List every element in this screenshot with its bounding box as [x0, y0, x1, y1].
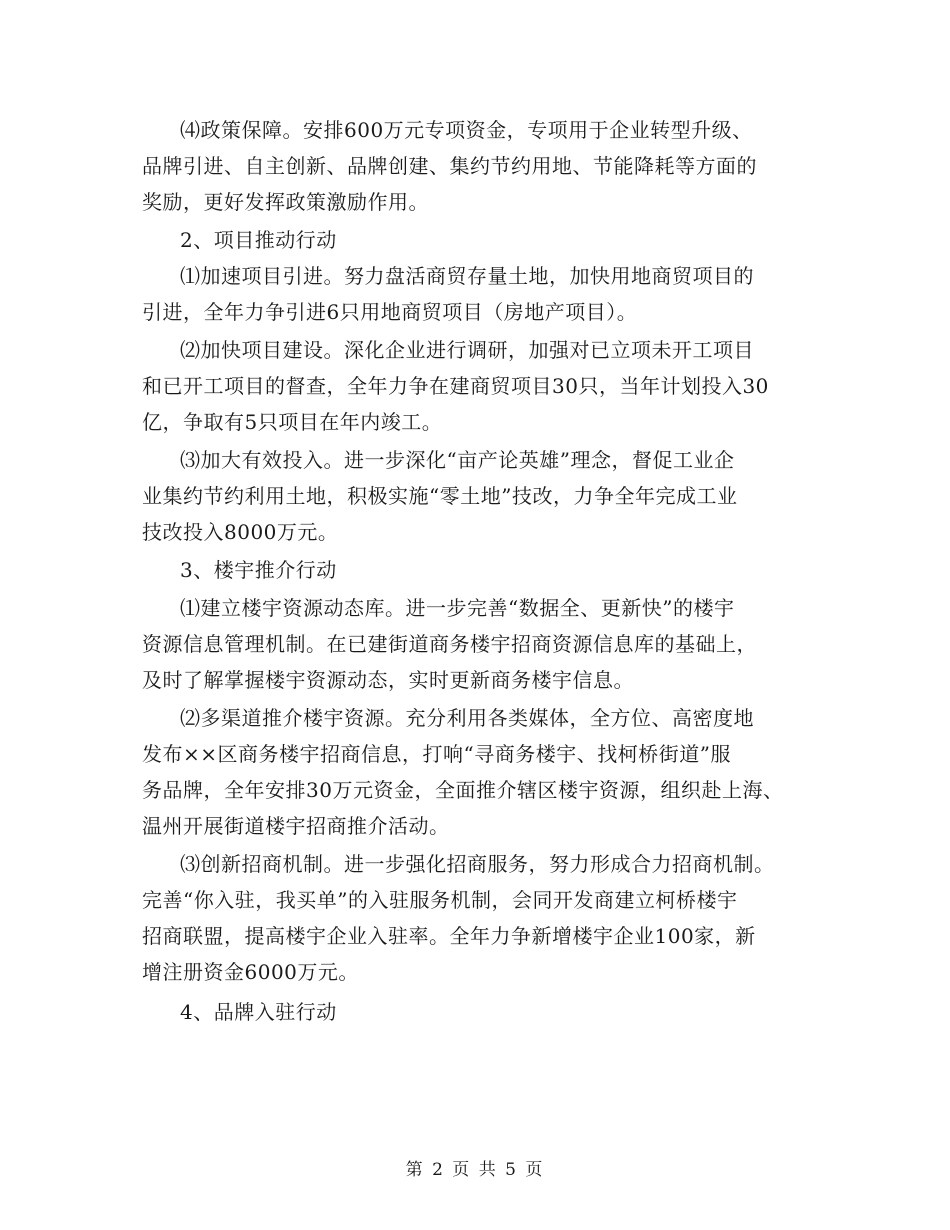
item-1-line-2: 引进，全年力争引进6只用地商贸项目（房地产项目）。 — [142, 300, 638, 324]
paragraph-4-policy-line-2: 品牌引进、自主创新、品牌创建、集约节约用地、节能降耗等方面的 — [142, 154, 757, 178]
item-1-line-1: ⑴加速项目引进。努力盘活商贸存量土地，加快用地商贸项目的 — [180, 264, 754, 288]
section-heading-4: 4、品牌入驻行动 — [180, 1000, 337, 1024]
item-3-line-3: 技改投入8000万元。 — [142, 520, 339, 544]
building-item-3-line-3: 招商联盟，提高楼宇企业入驻率。全年力争新增楼宇企业100家，新 — [142, 924, 756, 948]
paragraph-4-policy-line-3: 奖励，更好发挥政策激励作用。 — [142, 190, 429, 214]
building-item-3-line-2: 完善“你入驻，我买单”的入驻服务机制，会同开发商建立柯桥楼宇 — [142, 888, 738, 912]
building-item-2-line-1: ⑵多渠道推介楼宇资源。充分利用各类媒体，全方位、高密度地 — [180, 706, 754, 730]
item-3-line-1: ⑶加大有效投入。进一步深化“亩产论英雄”理念，督促工业企 — [180, 448, 735, 472]
building-item-1-line-2: 资源信息管理机制。在已建街道商务楼宇招商资源信息库的基础上， — [142, 632, 757, 656]
building-item-3-line-1: ⑶创新招商机制。进一步强化招商服务，努力形成合力招商机制。 — [180, 852, 775, 876]
section-heading-3: 3、楼宇推介行动 — [180, 558, 337, 582]
item-2-line-2: 和已开工项目的督查，全年力争在建商贸项目30只，当年计划投入30 — [142, 374, 769, 398]
building-item-2-line-2: 发布××区商务楼宇招商信息，打响“寻商务楼宇、找柯桥街道”服 — [142, 742, 731, 766]
building-item-2-line-4: 温州开展街道楼宇招商推介活动。 — [142, 814, 450, 838]
item-3-line-2: 业集约节约利用土地，积极实施“零土地”技改，力争全年完成工业 — [142, 484, 738, 508]
building-item-1-line-3: 及时了解掌握楼宇资源动态，实时更新商务楼宇信息。 — [142, 668, 634, 692]
paragraph-4-policy-line-1: ⑷政策保障。安排600万元专项资金，专项用于企业转型升级、 — [180, 118, 753, 142]
building-item-3-line-4: 增注册资金6000万元。 — [142, 960, 359, 984]
item-2-line-3: 亿，争取有5只项目在年内竣工。 — [142, 410, 443, 434]
page-number-footer: 第 2 页 共 5 页 — [405, 1160, 545, 1180]
section-heading-2: 2、项目推动行动 — [180, 228, 337, 252]
building-item-1-line-1: ⑴建立楼宇资源动态库。进一步完善“数据全、更新快”的楼宇 — [180, 596, 735, 620]
item-2-line-1: ⑵加快项目建设。深化企业进行调研，加强对已立项未开工项目 — [180, 338, 754, 362]
building-item-2-line-3: 务品牌，全年安排30万元资金，全面推介辖区楼宇资源，组织赴上海、 — [142, 778, 784, 802]
